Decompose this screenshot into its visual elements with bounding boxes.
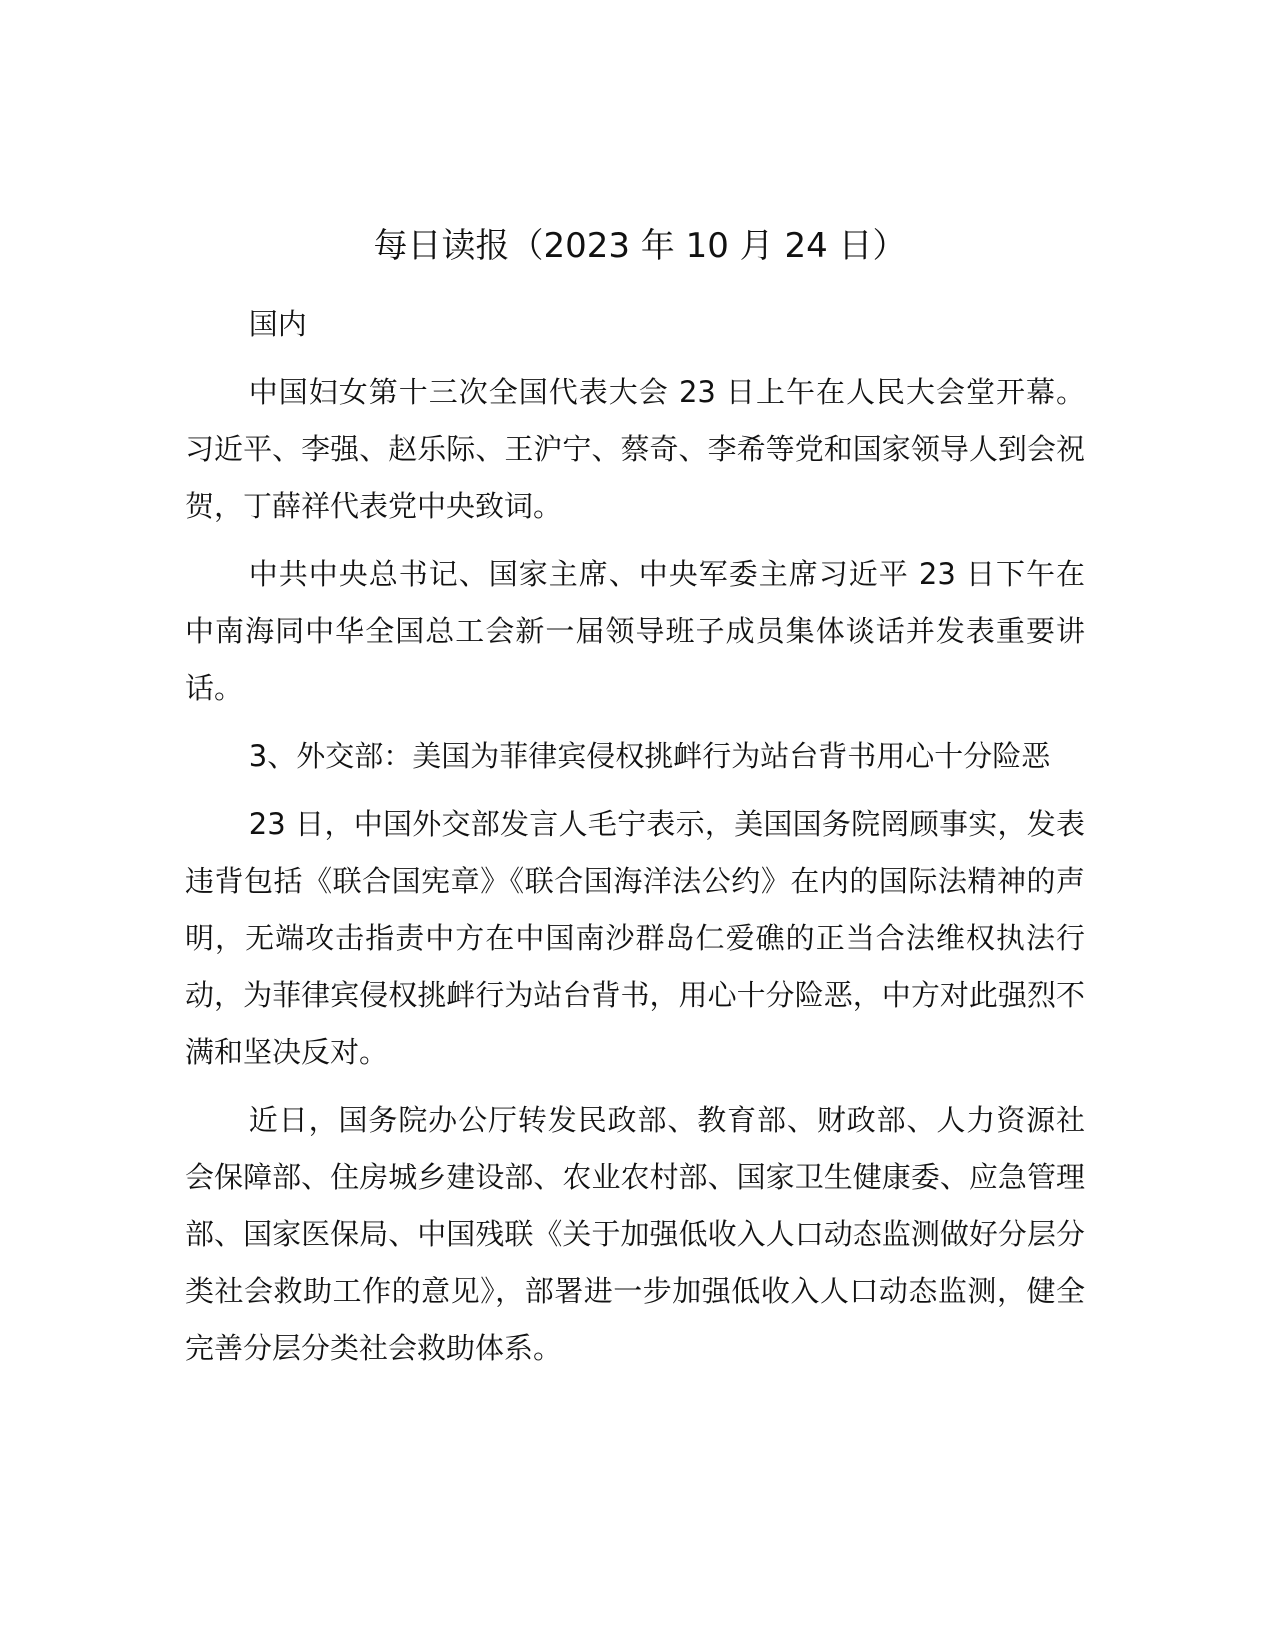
document-body <box>185 296 1085 1388</box>
paragraph-foreign-ministry-heading: 3、外交部：美国为菲律宾侵权挑衅行为站台背书用心十分险恶 <box>248 739 1051 773</box>
paragraph-trade-union-talk: 中共中央总书记、国家主席、中央军委主席习近平 23 日下午在中南海同中华全国总工会新一届领导班子成员集体谈话并发表重要讲话。 <box>185 557 1085 705</box>
paragraph-foreign-ministry-statement: 23 日，中国外交部发言人毛宁表示，美国国务院罔顾事实，发表违背包括《联合国宪章》《联合国海洋法公约》在内的国际法精神的声明，无端攻击指责中方在中国南沙群岛仁爱礁的正当合法维权执法行动，为菲律宾侵权挑衅行为站台背书，用心十分险恶，中方对此强烈不满和坚决反对。 <box>185 807 1085 1069</box>
paragraph-women-congress: 中国妇女第十三次全国代表大会 23 日上午在人民大会堂开幕。习近平、李强、赵乐际、王沪宁、蔡奇、李希等党和国家领导人到会祝贺，丁薛祥代表党中央致词。 <box>185 375 1085 523</box>
section-heading-domestic: 国内 <box>248 307 307 341</box>
document-title: 每日读报（2023 年 10 月 24 日） <box>373 226 907 266</box>
paragraph-social-assistance: 近日，国务院办公厅转发民政部、教育部、财政部、人力资源社会保障部、住房城乡建设部、农业农村部、国家卫生健康委、应急管理部、国家医保局、中国残联《关于加强低收入人口动态监测做好分层分类社会救助工作的意见》，部署进一步加强低收入人口动态监测，健全完善分层分类社会救助体系。 <box>185 1103 1085 1365</box>
